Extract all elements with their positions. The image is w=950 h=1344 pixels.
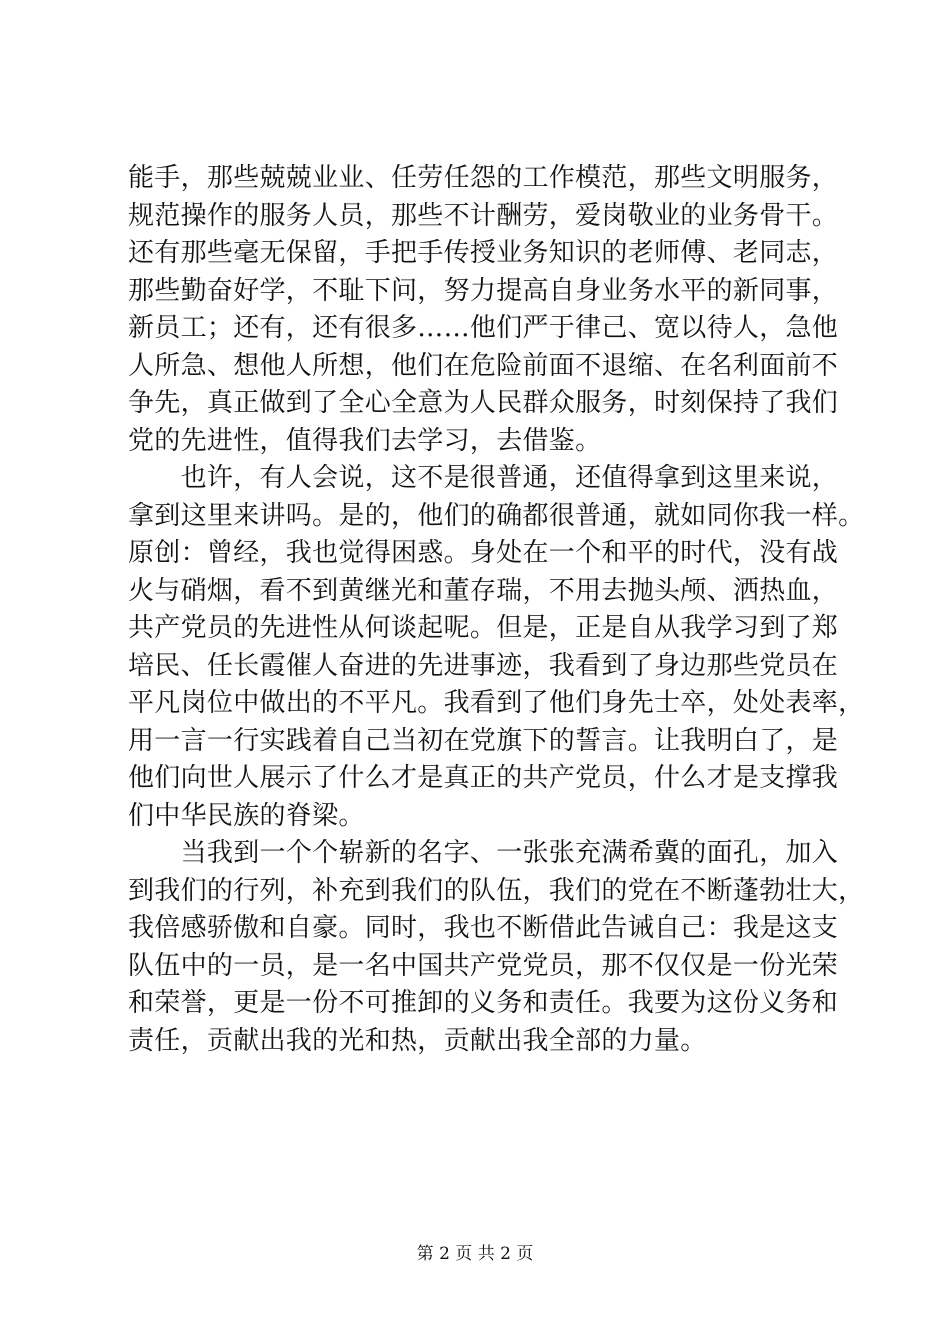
text-line: 责任，贡献出我的光和热，贡献出我全部的力量。 (128, 1025, 707, 1056)
text-line: 当我到一个个崭新的名字、一张张充满希冀的面孔，加入 (128, 838, 839, 868)
text-line: 拿到这里来讲吗。是的，他们的确都很普通，就如同你我一样。 (128, 500, 865, 531)
body-text (128, 160, 865, 1060)
text-line: 队伍中的一员，是一名中国共产党党员，那不仅仅是一份光荣 (128, 950, 839, 981)
text-line: 我倍感骄傲和自豪。同时，我也不断借此告诫自己：我是这支 (128, 913, 839, 943)
text-line: 党的先进性，值得我们去学习，去借鉴。 (128, 425, 602, 456)
text-line: 新员工；还有，还有很多……他们严于律己、宽以待人，急他 (128, 313, 839, 343)
text-line: 也许，有人会说，这不是很普通，还值得拿到这里来说， (128, 463, 839, 493)
page-number-footer: 第 2 页 共 2 页 (416, 1244, 534, 1264)
text-line: 共产党员的先进性从何谈起呢。但是，正是自从我学习到了郑 (128, 613, 839, 643)
text-line: 规范操作的服务人员，那些不计酬劳，爱岗敬业的业务骨干。 (128, 200, 839, 231)
text-line: 培民、任长霞催人奋进的先进事迹，我看到了身边那些党员在 (128, 650, 839, 681)
text-line: 人所急、想他人所想，他们在危险前面不退缩、在名利面前不 (128, 350, 839, 381)
text-line: 平凡岗位中做出的不平凡。我看到了他们身先士卒，处处表率， (128, 688, 865, 718)
text-line: 火与硝烟，看不到黄继光和董存瑞，不用去抛头颅、洒热血， (128, 575, 839, 606)
text-line: 原创：曾经，我也觉得困惑。身处在一个和平的时代，没有战 (128, 538, 839, 568)
text-line: 和荣誉，更是一份不可推卸的义务和责任。我要为这份义务和 (128, 988, 839, 1018)
text-line: 争先，真正做到了全心全意为人民群众服务，时刻保持了我们 (128, 388, 839, 418)
text-line: 用一言一行实践着自己当初在党旗下的誓言。让我明白了，是 (128, 725, 839, 756)
text-line: 他们向世人展示了什么才是真正的共产党员，什么才是支撑我 (128, 763, 839, 793)
text-line: 们中华民族的脊梁。 (128, 800, 365, 831)
text-line: 还有那些毫无保留，手把手传授业务知识的老师傅、老同志， (128, 238, 839, 268)
text-line: 到我们的行列，补充到我们的队伍，我们的党在不断蓬勃壮大， (128, 875, 865, 906)
text-line: 那些勤奋好学，不耻下问，努力提高自身业务水平的新同事， (128, 275, 839, 306)
text-line: 能手，那些兢兢业业、任劳任怨的工作模范，那些文明服务， (128, 163, 839, 193)
